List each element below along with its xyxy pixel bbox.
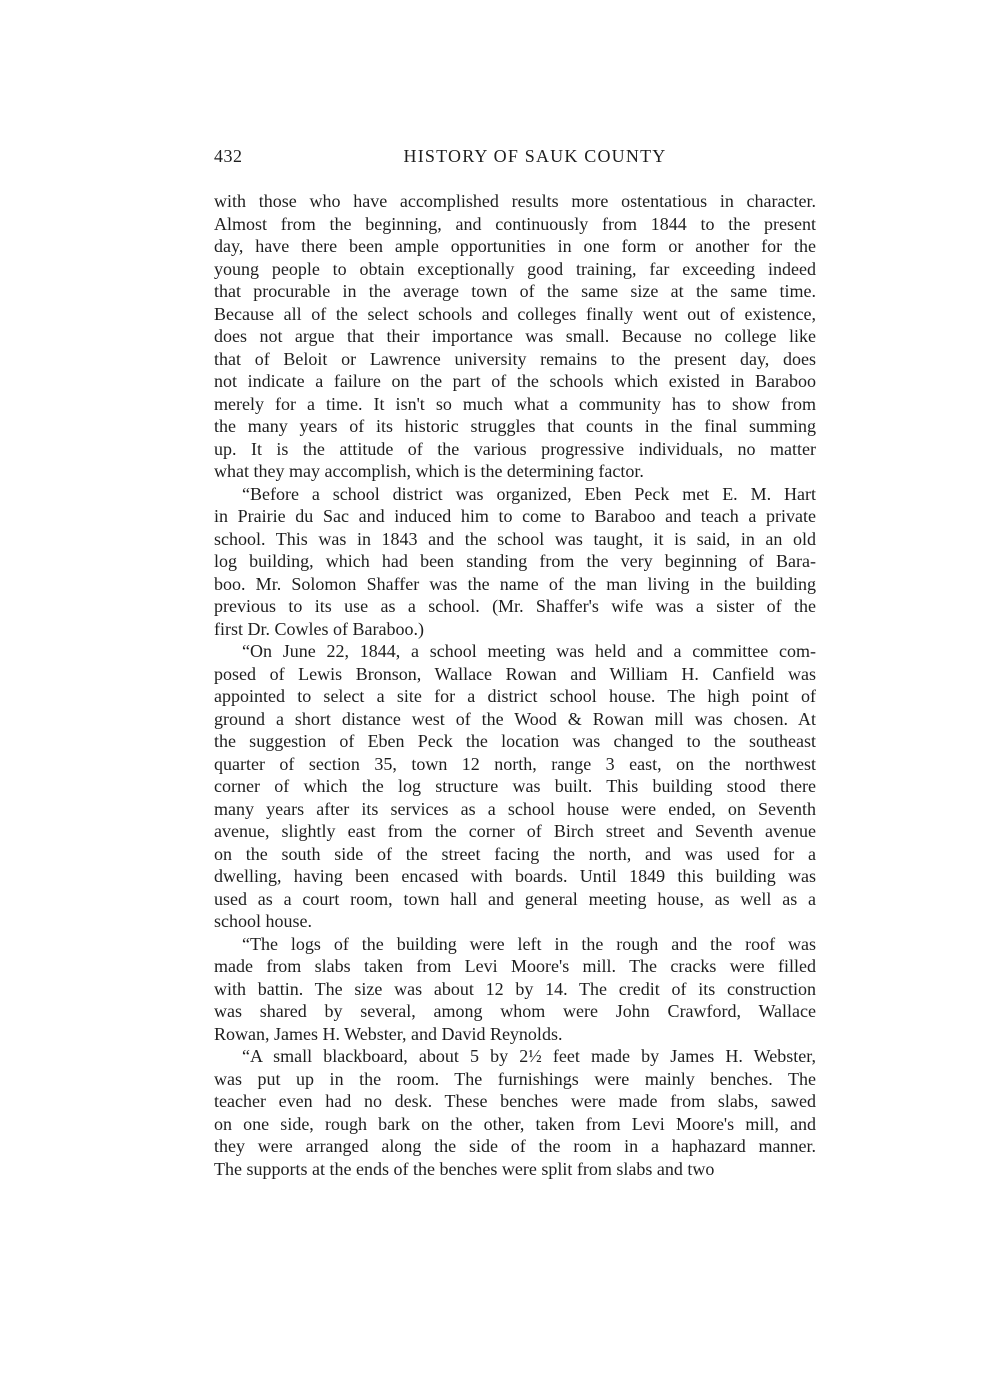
text-line: Almost from the beginning, and continuously from 1844 to the present <box>214 213 816 234</box>
text-line: that procurable in the average town of the same size at the same time. <box>214 281 816 301</box>
running-head <box>214 146 816 172</box>
text-line: Because all of the select schools and colleges finally went out of existence, <box>214 303 816 324</box>
text-line: they were arranged along the side of the room in a haphazard manner. <box>214 1136 816 1156</box>
text-line: first Dr. Cowles of Baraboo.) <box>214 618 424 639</box>
text-line: made from slabs taken from Levi Moore's mill. The cracks were filled <box>214 956 816 976</box>
text-line: appointed to select a site for a district school house. The high point of <box>214 686 816 706</box>
text-line: what they may accomplish, which is the determining factor. <box>214 461 644 481</box>
text-line: avenue, slightly east from the corner of Birch street and Seventh avenue <box>214 821 816 841</box>
text-line: “A small blackboard, about 5 by 2½ feet made by James H. Webster, <box>242 1046 816 1066</box>
paragraph <box>214 640 816 933</box>
text-line: school house. <box>214 911 312 931</box>
text-line: “Before a school district was organized, Eben Peck met E. M. Hart <box>242 483 816 504</box>
text-line: teacher even had no desk. These benches were made from slabs, sawed <box>214 1091 816 1111</box>
text-line: was shared by several, among whom were John Crawford, Wallace <box>214 1001 816 1021</box>
text-line: Rowan, James H. Webster, and David Reynolds. <box>214 1023 563 1044</box>
text-line: quarter of section 35, town 12 north, range 3 east, on the northwest <box>214 753 816 774</box>
text-line: dwelling, having been encased with boards. Until 1849 this building was <box>214 866 816 886</box>
text-line: The supports at the ends of the benches were split from slabs and two <box>214 1158 715 1179</box>
text-line: was put up in the room. The furnishings were mainly benches. The <box>214 1068 816 1089</box>
text-line: ground a short distance west of the Wood & Rowan mill was chosen. At <box>214 708 816 729</box>
paragraph <box>214 933 816 1046</box>
text-line: with battin. The size was about 12 by 14. The credit of its construction <box>214 978 816 999</box>
text-line: many years after its services as a school house were ended, on Seventh <box>214 798 816 819</box>
text-line: up. It is the attitude of the various progressive individuals, no matter <box>214 438 816 459</box>
text-line: used as a court room, town hall and general meeting house, as well as a <box>214 888 816 909</box>
text-line: in Prairie du Sac and induced him to come to Baraboo and teach a private <box>214 506 816 526</box>
text-line: not indicate a failure on the part of the schools which existed in Baraboo <box>214 371 816 391</box>
paragraph <box>214 190 816 483</box>
text-line: young people to obtain exceptionally good training, far exceeding indeed <box>214 258 816 279</box>
paragraph <box>214 483 816 641</box>
text-line: boo. Mr. Solomon Shaffer was the name of the man living in the building <box>214 573 816 594</box>
text-line: the many years of its historic struggles that counts in the final summing <box>214 416 816 436</box>
running-title: HISTORY OF SAUK COUNTY <box>403 146 667 166</box>
text-line: “On June 22, 1844, a school meeting was held and a committee com- <box>242 641 816 661</box>
text-line: corner of which the log structure was built. This building stood there <box>214 776 816 796</box>
body-text <box>214 190 816 1180</box>
page-number: 432 <box>214 146 243 166</box>
text-line: with those who have accomplished results more ostentatious in character. <box>214 191 816 211</box>
text-line: merely for a time. It isn't so much what a community has to show from <box>214 393 816 414</box>
text-line: on the south side of the street facing the north, and was used for a <box>214 843 816 864</box>
text-line: “The logs of the building were left in the rough and the roof was <box>242 933 816 954</box>
text-line: day, have there been ample opportunities in one form or another for the <box>214 236 816 256</box>
text-line: the suggestion of Eben Peck the location was changed to the southeast <box>214 731 816 751</box>
text-line: that of Beloit or Lawrence university remains to the present day, does <box>214 348 816 369</box>
text-line: posed of Lewis Bronson, Wallace Rowan and William H. Canfield was <box>214 663 816 684</box>
text-line: school. This was in 1843 and the school was taught, it is said, in an old <box>214 528 816 549</box>
paragraph <box>214 1045 816 1180</box>
text-line: on one side, rough bark on the other, taken from Levi Moore's mill, and <box>214 1113 816 1134</box>
text-line: log building, which had been standing from the very beginning of Bara- <box>214 551 816 571</box>
text-line: previous to its use as a school. (Mr. Shaffer's wife was a sister of the <box>214 596 816 616</box>
text-line: does not argue that their importance was small. Because no college like <box>214 326 816 346</box>
